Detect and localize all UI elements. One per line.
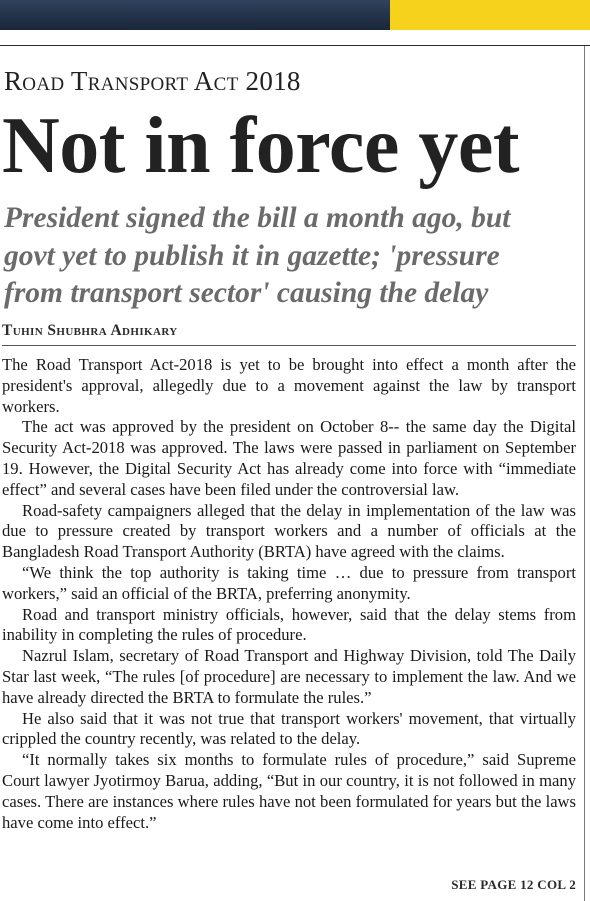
body-paragraph: “It normally takes six months to formulate rules of procedure,” said Supreme Court lawyer Jyotirmoy Barua, adding, “But in our country, it is not followed in many cases. There are instances where rules have not been formulated for years but the laws have come into effect.” — [2, 750, 576, 832]
column-divider — [584, 46, 585, 901]
body-paragraph: The Road Transport Act-2018 is yet to be brought into effect a month after the president's approval, allegedly due to a movement against the law by transport workers. — [2, 355, 576, 416]
body-paragraph: Road-safety campaigners alleged that the delay in implementation of the law was due to pressure created by transport workers and a number of officials at the Bangladesh Road Transport Authority (BRTA) have agreed with the claims. — [2, 500, 576, 562]
article-kicker: Road Transport Act 2018 — [4, 66, 301, 96]
article-subhead — [4, 200, 580, 313]
subhead-line: from transport sector' causing the delay — [4, 277, 489, 309]
continued-jump-line[interactable]: SEE PAGE 12 COL 2 — [451, 877, 576, 892]
subhead-line: govt yet to publish it in gazette; 'pressure — [4, 239, 500, 272]
subhead-line: President signed the bill a month ago, but — [4, 202, 511, 234]
body-paragraph: He also said that it was not true that transport workers' movement, that virtually crippled the country recently, was related to the delay. — [2, 708, 576, 749]
body-paragraph: “We think the top authority is taking time … due to pressure from transport workers,” said an official of the BRTA, preferring anonymity. — [2, 562, 576, 603]
byline-rule — [2, 345, 576, 346]
body-paragraph: The act was approved by the president on October 8-- the same day the Digital Security Act-2018 was approved. The laws were passed in parliament on September 19. However, the Digital Security Act has already come into force with “immediate effect” and several cases have been filed under the controversial law. — [2, 417, 576, 499]
article-byline: Tuhin Shubhra Adhikary — [2, 322, 178, 339]
top-rule — [0, 45, 590, 46]
body-paragraph: Road and transport ministry officials, however, said that the delay stems from inability in completing the rules of procedure. — [2, 604, 576, 645]
masthead-dark-strip — [0, 0, 390, 30]
masthead-yellow-strip — [390, 0, 590, 30]
article-headline: Not in force yet — [2, 102, 519, 190]
masthead-band — [0, 0, 590, 30]
article-body — [2, 355, 576, 833]
body-paragraph: Nazrul Islam, secretary of Road Transport and Highway Division, told The Daily Star last week, “The rules [of procedure] are necessary to implement the law. And we have already directed the BRTA to formulate the rules.” — [2, 646, 576, 707]
